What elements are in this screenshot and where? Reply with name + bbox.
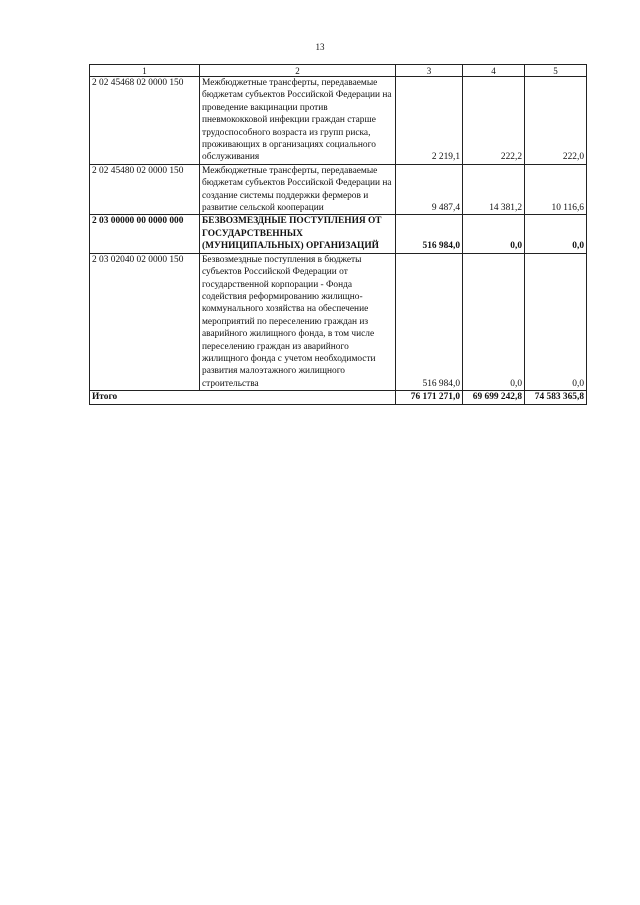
- total-value-column-3: 76 171 271,0: [396, 391, 463, 404]
- value-column-5: 0,0: [525, 215, 587, 253]
- value-column-4: 0,0: [463, 253, 525, 390]
- column-header: 1: [90, 65, 200, 77]
- total-value-column-4: 69 699 242,8: [463, 391, 525, 404]
- value-column-3: 2 219,1: [396, 77, 463, 165]
- table-row: [90, 77, 587, 165]
- column-header: 2: [200, 65, 396, 77]
- total-label: Итого: [90, 391, 396, 404]
- row-description: Межбюджетные трансферты, передаваемые бюджетам субъектов Российской Федерации на проведение вакцинации против пневмококковой инфекции граждан старше трудоспособного возраста из групп риска, проживающих в организациях социального обслуживания: [200, 77, 396, 165]
- classification-code: 2 02 45468 02 0000 150: [90, 77, 200, 165]
- row-description: Межбюджетные трансферты, передаваемые бюджетам субъектов Российской Федерации на создание системы поддержки фермеров и развитие сельской кооперации: [200, 164, 396, 215]
- value-column-4: 14 381,2: [463, 164, 525, 215]
- value-column-3: 516 984,0: [396, 215, 463, 253]
- value-column-5: 222,0: [525, 77, 587, 165]
- value-column-3: 9 487,4: [396, 164, 463, 215]
- total-value-column-5: 74 583 365,8: [525, 391, 587, 404]
- value-column-3: 516 984,0: [396, 253, 463, 390]
- row-description: БЕЗВОЗМЕЗДНЫЕ ПОСТУПЛЕНИЯ ОТ ГОСУДАРСТВЕННЫХ (МУНИЦИПАЛЬНЫХ) ОРГАНИЗАЦИЙ: [200, 215, 396, 253]
- budget-revenue-table: [89, 64, 587, 405]
- table-total-row: [90, 391, 587, 404]
- column-header: 5: [525, 65, 587, 77]
- classification-code: 2 03 02040 02 0000 150: [90, 253, 200, 390]
- value-column-4: 0,0: [463, 215, 525, 253]
- table-header-row: [90, 65, 587, 77]
- classification-code: 2 03 00000 00 0000 000: [90, 215, 200, 253]
- value-column-5: 0,0: [525, 253, 587, 390]
- table-row: [90, 164, 587, 215]
- column-header: 3: [396, 65, 463, 77]
- classification-code: 2 02 45480 02 0000 150: [90, 164, 200, 215]
- row-description: Безвозмездные поступления в бюджеты субъектов Российской Федерации от государственной корпорации - Фонда содействия реформированию жилищно-коммунального хозяйства на обеспечение мероприятий по переселению граждан из аварийного жилищного фонда, в том числе переселению граждан из аварийного жилищного фонда с учетом необходимости развития малоэтажного жилищного строительства: [200, 253, 396, 390]
- table-row: [90, 253, 587, 390]
- column-header: 4: [463, 65, 525, 77]
- value-column-4: 222,2: [463, 77, 525, 165]
- page-number: 13: [315, 42, 325, 52]
- table-row-section-total: [90, 215, 587, 253]
- value-column-5: 10 116,6: [525, 164, 587, 215]
